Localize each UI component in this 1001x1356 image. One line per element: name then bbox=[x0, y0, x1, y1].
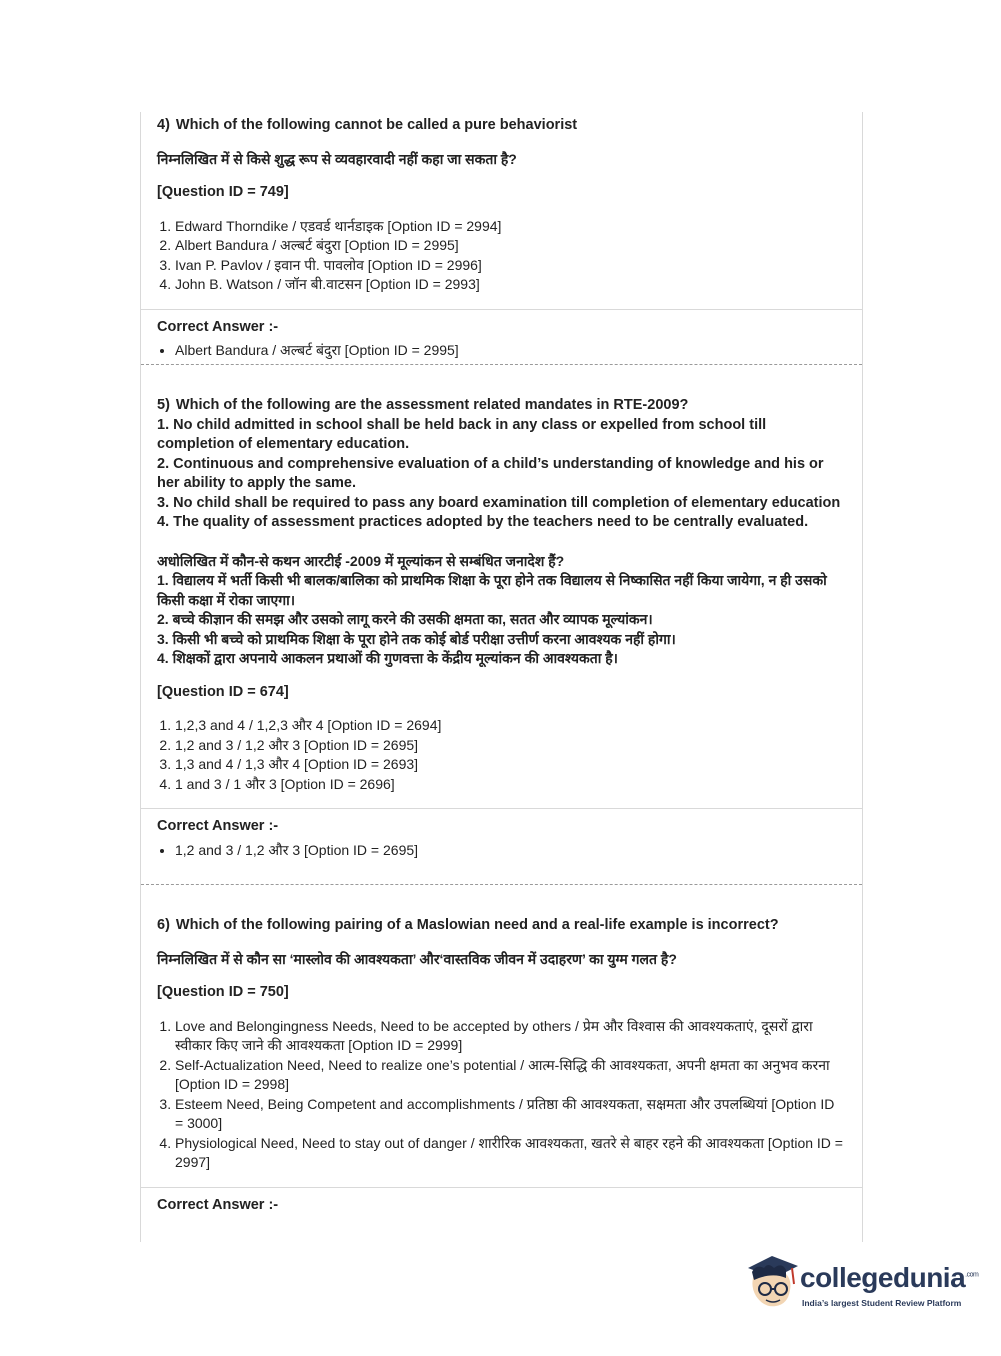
correct-answer-label: Correct Answer :- bbox=[157, 818, 279, 834]
correct-answer-label: Correct Answer :- bbox=[157, 1196, 279, 1213]
question-4 bbox=[141, 116, 862, 361]
question-hindi: निम्नलिखित में से कौन सा ‘मास्लोव की आवश्यकता’ और‘वास्तविक जीवन में उदाहरण’ का युग्म गलत है? bbox=[157, 950, 677, 967]
question-5 bbox=[141, 396, 862, 860]
answer-block bbox=[141, 808, 862, 860]
logo-wordmark: collegedunia bbox=[800, 1262, 966, 1293]
option: 3. Ivan P. Pavlov / इवान पी. पावलोव [Option ID = 2996] bbox=[175, 256, 846, 276]
option: 1. Edward Thorndike / एडवर्ड थार्नडाइक [Option ID = 2994] bbox=[175, 217, 846, 237]
collegedunia-logo bbox=[742, 1248, 979, 1318]
logo-domain: .com bbox=[965, 1271, 979, 1279]
question-title: 5) Which of the following are the assessment related mandates in RTE-2009? bbox=[157, 397, 689, 413]
question-id: [Question ID = 749] bbox=[157, 184, 289, 200]
hindi-statement: 2. बच्चे कीज्ञान की समझ और उसको लागू करने की उसकी क्षमता का, सतत और व्यापक मूल्यांकन। bbox=[157, 611, 653, 627]
option: 3. Esteem Need, Being Competent and accomplishments / प्रतिष्ठा की आवश्यकता, सक्षमता और उपलब्धियां [Option ID = 3000] bbox=[175, 1095, 846, 1134]
question-id: [Question ID = 750] bbox=[157, 984, 289, 1000]
options-list bbox=[157, 217, 846, 295]
options-list bbox=[157, 716, 846, 794]
question-hindi: अधोलिखित में कौन-से कथन आरटीई -2009 में मूल्यांकन से सम्बंधित जनादेश हैं? bbox=[157, 552, 565, 569]
statement: 1. No child admitted in school shall be held back in any class or expelled from school till completion of elementary education. bbox=[157, 416, 767, 452]
option: 1. Love and Belongingness Needs, Need to be accepted by others / प्रेम और विश्वास की आवश्यकताएं, दूसरों द्वारा स्वीकार किए जाने की आवश्यकता [Option ID = 2999] bbox=[175, 1017, 846, 1056]
statement: 3. No child shall be required to pass any board examination till completion of elementary education bbox=[157, 494, 841, 511]
separator bbox=[141, 884, 862, 885]
option: 4. John B. Watson / जॉन बी.वाटसन [Option ID = 2993] bbox=[175, 275, 846, 295]
question-hindi: निम्नलिखित में से किसे शुद्ध रूप से व्यवहारवादी नहीं कहा जा सकता है? bbox=[157, 150, 517, 167]
option: 2. Albert Bandura / अल्बर्ट बंदुरा [Option ID = 2995] bbox=[175, 236, 846, 256]
statement: 2. Continuous and comprehensive evaluation of a child’s understanding of knowledge and his or her ability to apply the same. bbox=[157, 455, 824, 491]
option: 2. 1,2 and 3 / 1,2 और 3 [Option ID = 2695] bbox=[175, 736, 846, 756]
question-6 bbox=[141, 916, 862, 1215]
option: 1. 1,2,3 and 4 / 1,2,3 और 4 [Option ID = 2694] bbox=[175, 716, 846, 736]
hindi-statement: 3. किसी भी बच्चे को प्राथमिक शिक्षा के पूरा होने तक कोई बोर्ड परीक्षा उत्तीर्ण करना आवश्यक नहीं होगा। bbox=[157, 630, 676, 647]
logo-tagline: India’s largest Student Review Platform bbox=[802, 1298, 962, 1308]
option: 2. Self-Actualization Need, Need to realize one’s potential / आत्म-सिद्धि की आवश्यकता, अपनी क्षमता का अनुभव करना [Option ID = 2998] bbox=[175, 1056, 846, 1095]
hindi-statement: 1. विद्यालय में भर्ती किसी भी बालक/बालिका को प्राथमिक शिक्षा के पूरा होने तक विद्यालय से निष्कासित नहीं किया जायेगा, न ही उसको किसी कक्षा में रोका जाएगा। bbox=[157, 572, 827, 608]
question-title: 4) Which of the following cannot be called a pure behaviorist bbox=[157, 117, 578, 133]
correct-answer: • Albert Bandura / अल्बर्ट बंदुरा [Option ID = 2995] bbox=[175, 341, 846, 361]
correct-answer-label: Correct Answer :- bbox=[157, 318, 279, 335]
option: 4. 1 and 3 / 1 और 3 [Option ID = 2696] bbox=[175, 775, 846, 795]
options-list bbox=[157, 1017, 846, 1173]
statement: 4. The quality of assessment practices adopted by the teachers need to be centrally evaluated. bbox=[157, 514, 809, 530]
option: 4. Physiological Need, Need to stay out of danger / शारीरिक आवश्यकता, खतरे से बाहर रहने की आवश्यकता [Option ID = 2997] bbox=[175, 1134, 846, 1173]
hindi-statement: 4. शिक्षकों द्वारा अपनाये आकलन प्रथाओं की गुणवत्ता के केंद्रीय मूल्यांकन की आवश्यकता है। bbox=[157, 650, 618, 666]
page-frame bbox=[140, 112, 863, 1242]
answer-block bbox=[141, 309, 862, 361]
mascot-icon bbox=[742, 1250, 802, 1312]
question-id: [Question ID = 674] bbox=[157, 683, 289, 700]
question-title: 6) Which of the following pairing of a Maslowian need and a real-life example is incorrect? bbox=[157, 917, 779, 933]
answer-block bbox=[141, 1187, 862, 1216]
separator bbox=[141, 364, 862, 365]
correct-answer: • 1,2 and 3 / 1,2 और 3 [Option ID = 2695] bbox=[175, 841, 846, 861]
option: 3. 1,3 and 4 / 1,3 और 4 [Option ID = 2693] bbox=[175, 755, 846, 775]
